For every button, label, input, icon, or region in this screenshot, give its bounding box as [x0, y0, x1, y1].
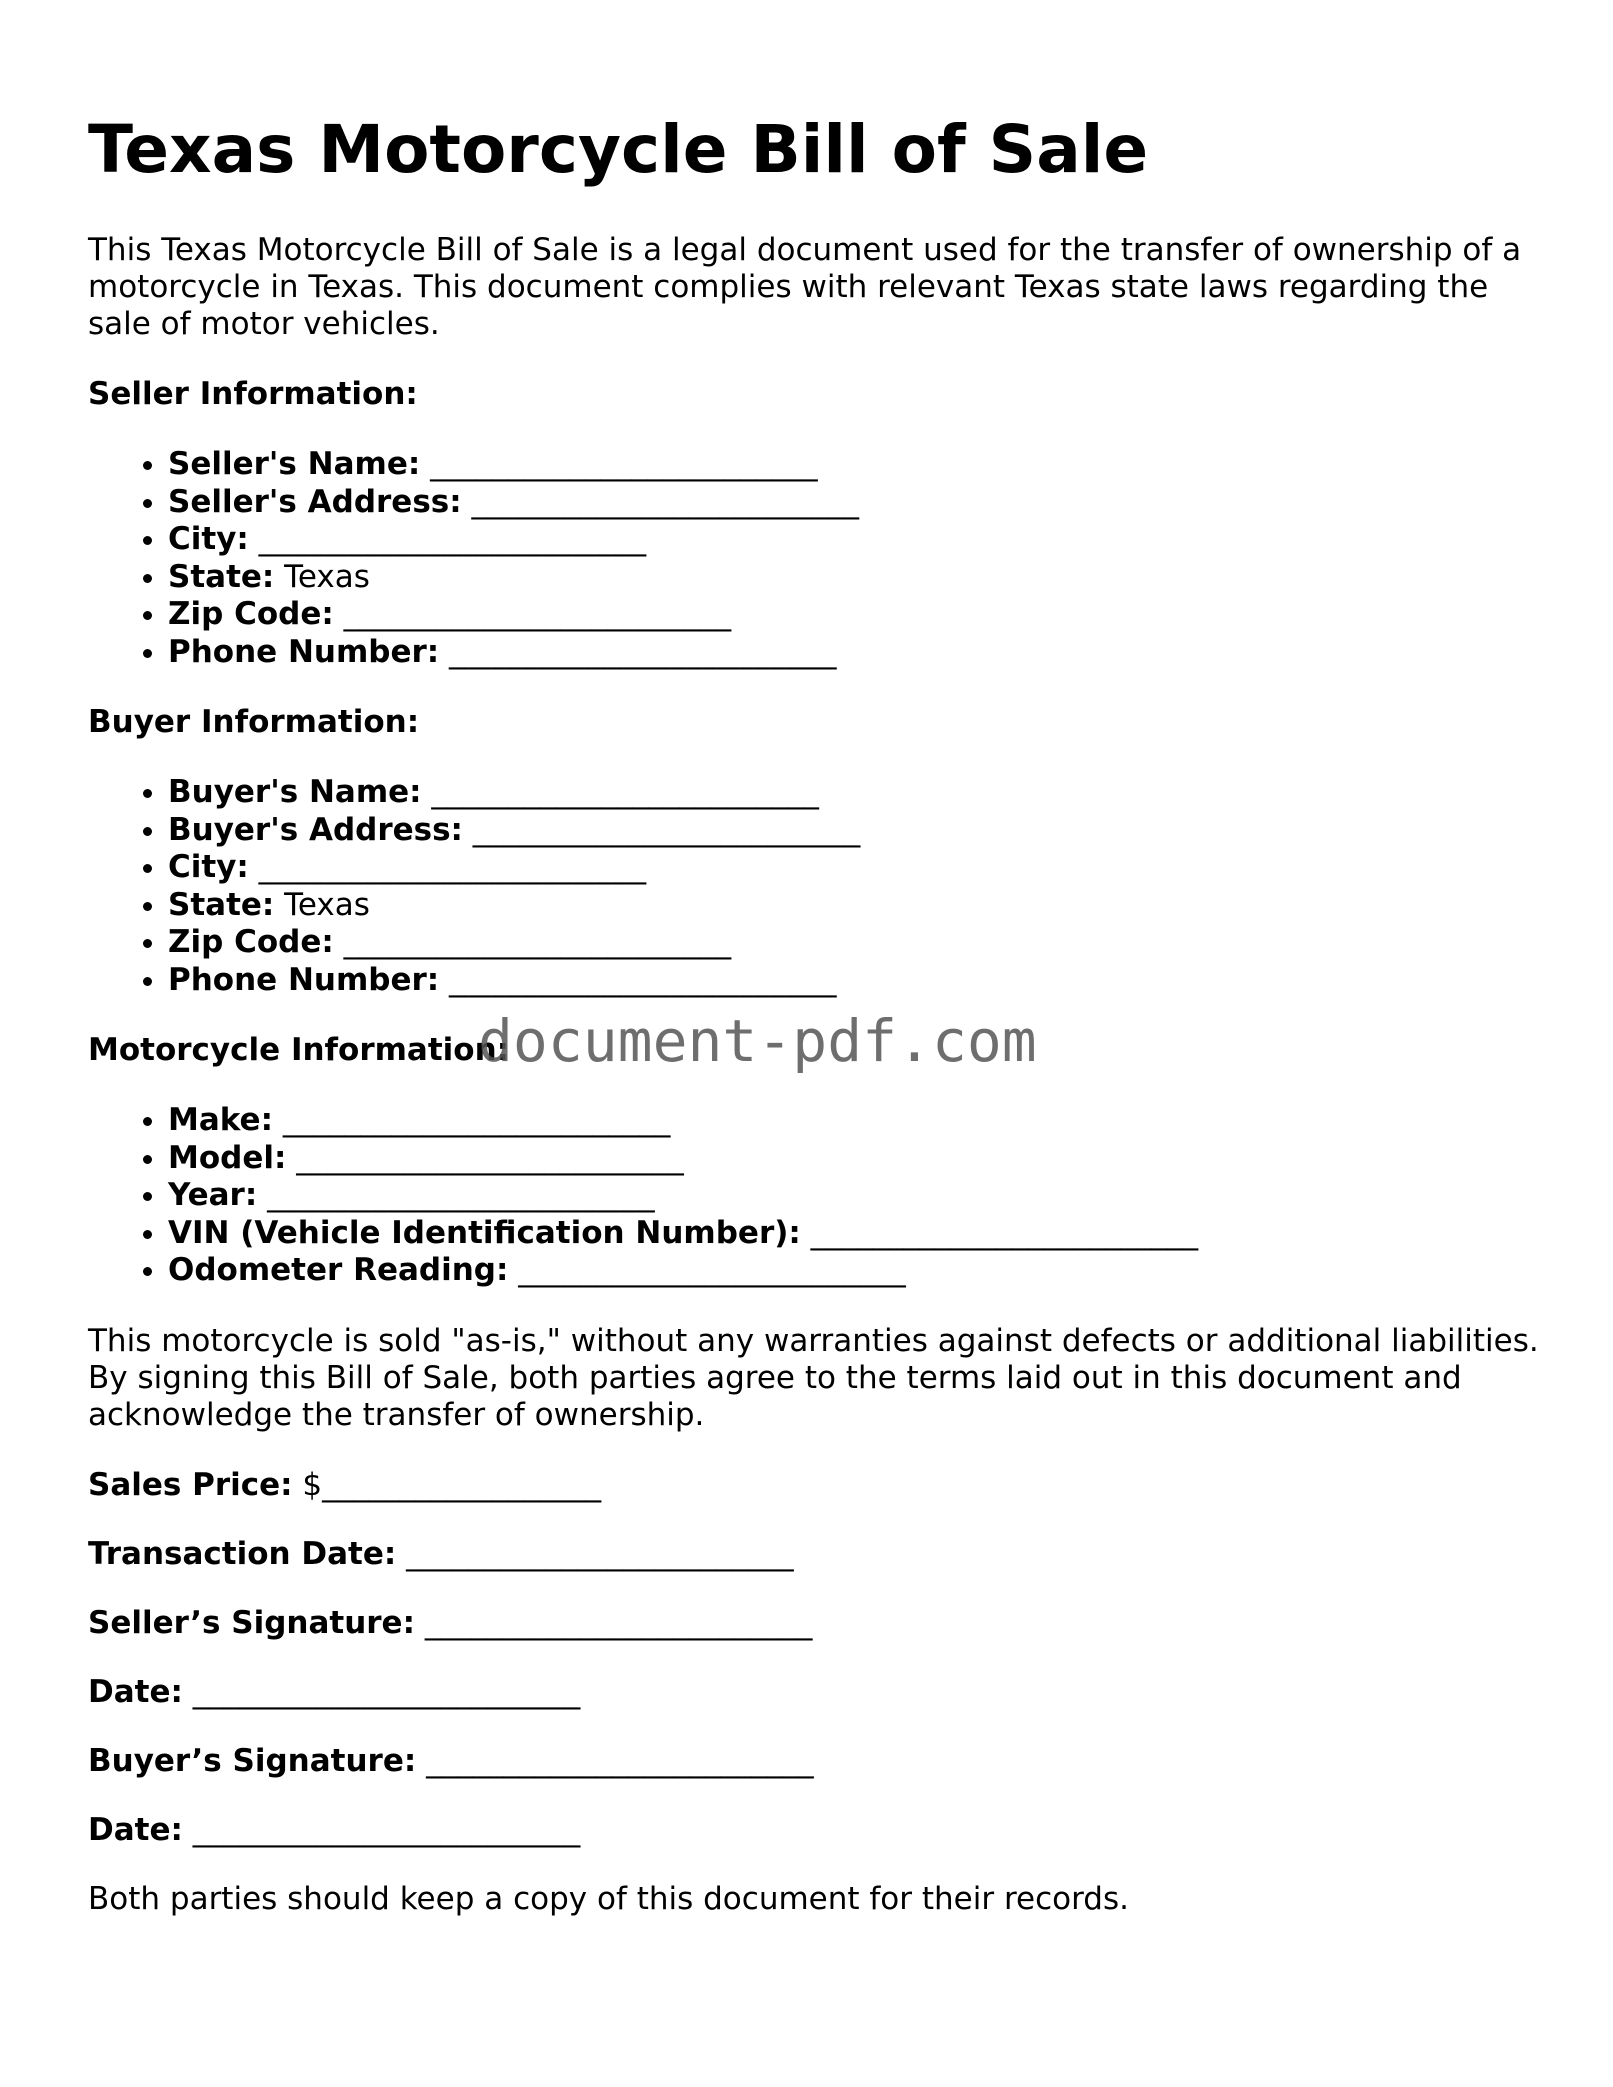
seller-phone-field [168, 634, 1548, 672]
intro-paragraph: This Texas Motorcycle Bill of Sale is a legal document used for the transfer of ownership of a motorcycle in Texas. This document complies with relevant Texas state laws regarding the sale of motor vehicles. [88, 232, 1522, 342]
field-blank: _________________________ [333, 924, 732, 960]
field-label: Phone Number: [168, 633, 440, 670]
field-label: Zip Code: [168, 924, 334, 960]
field-label: Buyer's Address: [168, 811, 463, 848]
field-label: City: [168, 849, 249, 885]
terms-paragraph: This motorcycle is sold "as-is," without any warranties against defects or additional liabilities. By signing this Bill of Sale, both parties agree to the terms laid out in this document and acknowledge the transfer of ownership. [88, 1322, 1539, 1433]
buyer-address-field [168, 812, 1548, 850]
buyer-signature-field [88, 1743, 1548, 1780]
seller-zip-field [168, 596, 1548, 634]
field-blank: _________________________ [257, 1177, 655, 1213]
field-blank: _________________________ [248, 849, 647, 885]
watermark: document-pdf.com [478, 1007, 1037, 1075]
field-label: Buyer’s Signature: [88, 1742, 417, 1779]
seller-city-field [168, 521, 1548, 559]
field-blank: _________________________ [182, 1673, 581, 1710]
field-blank: _________________________ [439, 633, 837, 670]
field-label: Phone Number: [168, 961, 440, 998]
seller-signature-field [88, 1605, 1548, 1642]
field-value: Texas [274, 558, 370, 595]
field-label: City: [168, 521, 249, 557]
field-label: VIN (Vehicle Identification Number): [168, 1214, 801, 1251]
transaction-date-field [88, 1536, 1548, 1573]
field-blank: _________________________ [508, 1252, 906, 1288]
field-label: Sales Price: [88, 1466, 293, 1503]
field-value: Texas [274, 886, 370, 923]
field-label: Transaction Date: [88, 1535, 397, 1572]
seller-address-field [168, 484, 1548, 522]
buyer-zip-field [168, 924, 1548, 962]
field-label: Seller's Name: [168, 446, 421, 482]
motorcycle-year-field [168, 1177, 1548, 1215]
field-blank: $__________________ [292, 1466, 602, 1503]
field-blank: _________________________ [462, 811, 861, 848]
field-blank: _________________________ [439, 961, 837, 998]
document-title: Texas Motorcycle Bill of Sale [88, 111, 1149, 188]
field-blank: _________________________ [421, 774, 819, 810]
buyer-field-list [88, 774, 1548, 999]
field-label: Date: [88, 1811, 183, 1848]
motorcycle-make-field [168, 1102, 1548, 1140]
buyer-city-field [168, 849, 1548, 887]
field-label: Zip Code: [168, 596, 334, 632]
field-label: Buyer's Name: [168, 774, 422, 810]
buyer-state-field [168, 887, 1548, 925]
field-blank: _________________________ [420, 446, 818, 482]
field-label: Odometer Reading: [168, 1252, 509, 1288]
buyer-section-heading: Buyer Information: [88, 704, 420, 740]
field-label: Model: [168, 1139, 287, 1176]
buyer-name-field [168, 774, 1548, 812]
seller-state-field [168, 559, 1548, 597]
field-blank: _________________________ [461, 483, 859, 520]
field-blank: _________________________ [333, 596, 732, 632]
motorcycle-section-heading: Motorcycle Information: [88, 1032, 510, 1068]
seller-field-list [88, 446, 1548, 671]
field-label: Date: [88, 1673, 183, 1710]
motorcycle-model-field [168, 1140, 1548, 1178]
field-blank: _________________________ [800, 1214, 1199, 1251]
field-label: State: [168, 558, 275, 595]
field-blank: _________________________ [396, 1535, 794, 1572]
field-label: State: [168, 886, 275, 923]
field-label: Year: [168, 1177, 258, 1213]
seller-name-field [168, 446, 1548, 484]
motorcycle-field-list [88, 1102, 1548, 1290]
field-blank: _________________________ [286, 1139, 684, 1176]
seller-date-field [88, 1674, 1548, 1711]
field-blank: _________________________ [248, 521, 647, 557]
buyer-date-field [88, 1812, 1548, 1849]
motorcycle-odometer-field [168, 1252, 1548, 1290]
field-label: Make: [168, 1102, 273, 1138]
footer-note: Both parties should keep a copy of this document for their records. [88, 1880, 1129, 1917]
field-blank: _________________________ [416, 1742, 814, 1779]
field-label: Seller's Address: [168, 483, 462, 520]
seller-section-heading: Seller Information: [88, 376, 418, 412]
field-blank: _________________________ [414, 1604, 813, 1641]
motorcycle-vin-field [168, 1215, 1548, 1253]
field-label: Seller’s Signature: [88, 1604, 415, 1641]
field-blank: _________________________ [272, 1102, 671, 1138]
sales-price-field [88, 1467, 1548, 1504]
field-blank: _________________________ [182, 1811, 581, 1848]
buyer-phone-field [168, 962, 1548, 1000]
